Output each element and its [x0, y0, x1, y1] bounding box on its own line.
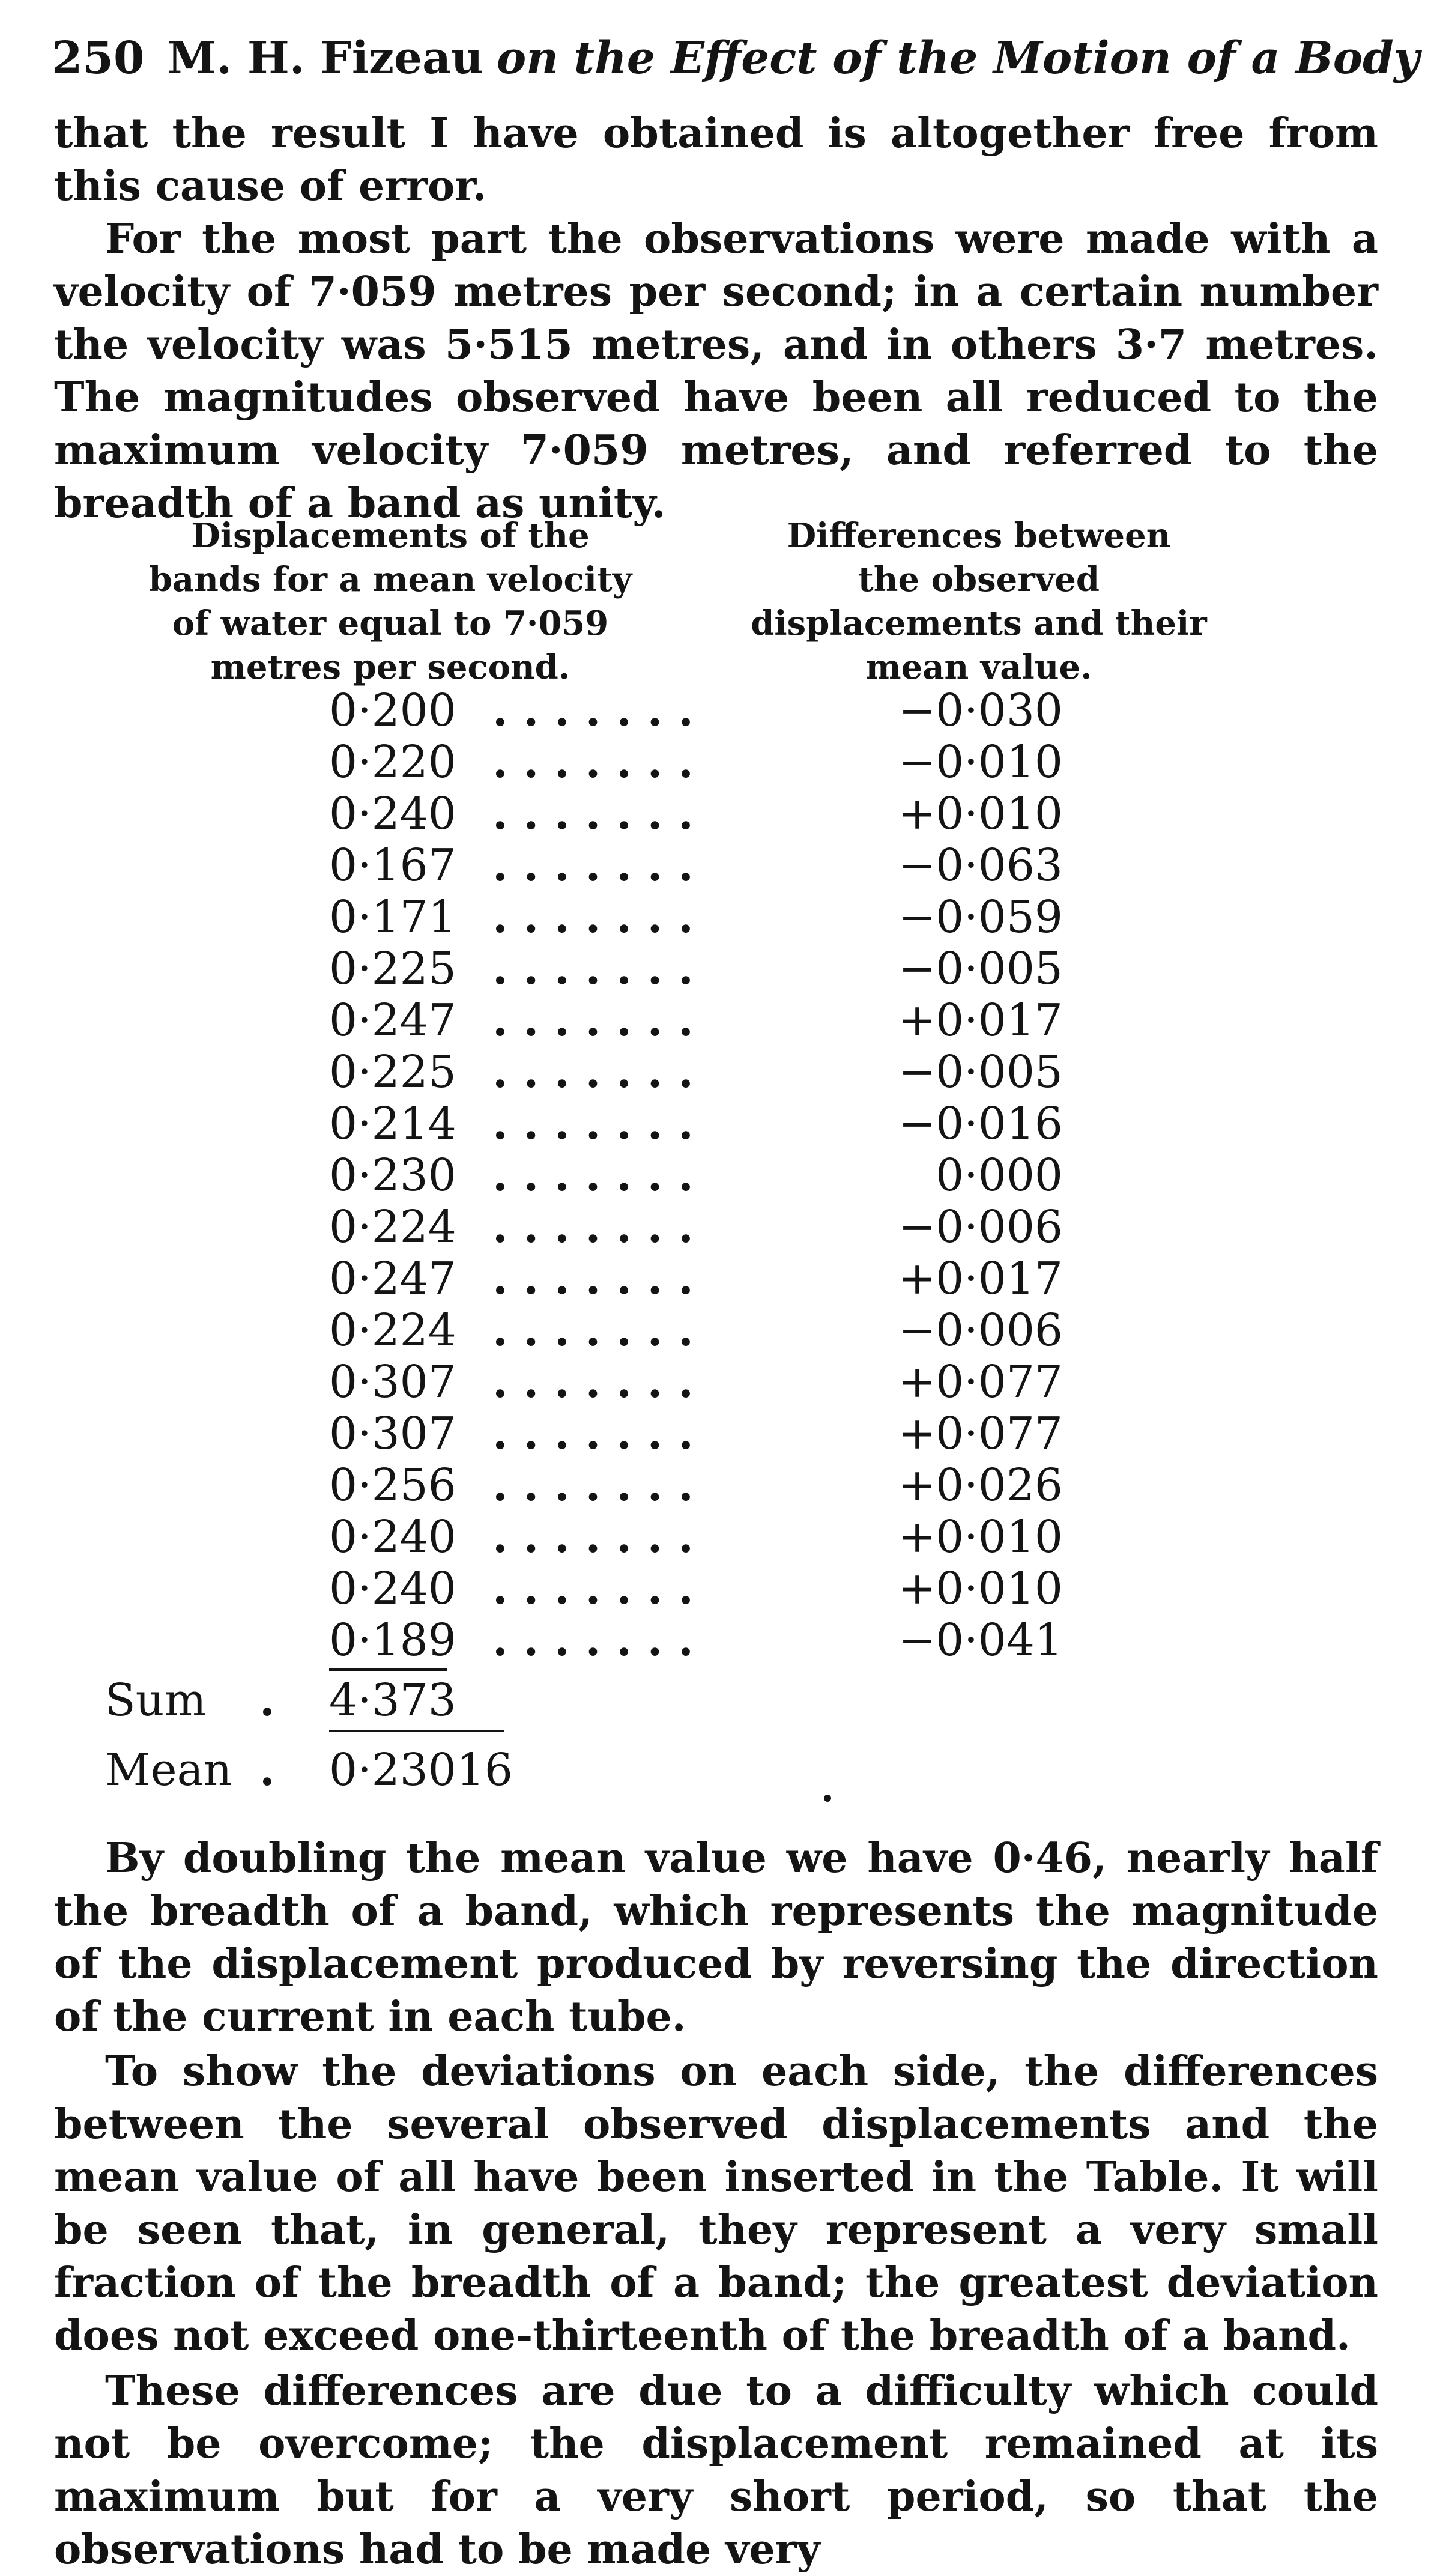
dot-leader: . . . . . . . [492, 1614, 694, 1666]
paragraph-differences: These differences are due to a difficulty which could not be overcome; the displacement remained at its maximum but for a very short period, so that the observations had to be made very [54, 2367, 1378, 2574]
displacement-value: 0·167 [329, 840, 456, 891]
difference-value: −0·005 [898, 943, 1063, 995]
difference-value: −0·059 [898, 891, 1063, 943]
difference-value: +0·077 [898, 1408, 1063, 1459]
dot-leader: . . . . . . . [492, 840, 694, 891]
dot-leader: . . . . . . . [492, 943, 694, 995]
table-row [0, 685, 1431, 736]
dot-leader: . . . . . . . [492, 1305, 694, 1356]
print-speck [824, 1795, 831, 1802]
sum-leader: . [259, 1674, 275, 1726]
table-header-displacements: Displacements of the bands for a mean velocity of water equal to 7·059 metres per second. [148, 516, 632, 687]
displacement-value: 0·224 [329, 1201, 456, 1253]
difference-value: +0·077 [898, 1356, 1063, 1408]
table-row [0, 1201, 1431, 1253]
sum-value: 4·373 [329, 1674, 456, 1726]
table-header-differences: Differences between the observed displacements and their mean value. [751, 516, 1207, 687]
table-row [0, 1356, 1431, 1408]
displacement-value: 0·240 [329, 788, 456, 840]
table-row [0, 1459, 1431, 1511]
sum-label: Sum [105, 1674, 207, 1726]
paragraph-deviations: To show the deviations on each side, the differences between the several observed displacements and the mean value of all have been inserted in the Table. It will be seen that, in general, they represent a very small fraction of the breadth of a band; the greatest deviation does not exceed one-thirteenth of the breadth of a band. [54, 2047, 1378, 2360]
table-row [0, 891, 1431, 943]
dot-leader: . . . . . . . [492, 1098, 694, 1150]
dot-leader: . . . . . . . [492, 995, 694, 1046]
displacement-table [0, 505, 1431, 1820]
difference-value: −0·041 [898, 1614, 1063, 1666]
difference-value: +0·010 [898, 788, 1063, 840]
running-head-title: on the Effect of the Motion of a Body [496, 32, 1420, 84]
difference-value: −0·005 [898, 1046, 1063, 1098]
table-row [0, 788, 1431, 840]
mean-row [0, 1743, 1431, 1797]
displacement-value: 0·240 [329, 1511, 456, 1563]
sum-rule [329, 1668, 447, 1671]
dot-leader: . . . . . . . [492, 736, 694, 788]
difference-value: −0·010 [898, 736, 1063, 788]
table-row [0, 995, 1431, 1046]
dot-leader: . . . . . . . [492, 1046, 694, 1098]
dot-leader: . . . . . . . [492, 1511, 694, 1563]
displacement-value: 0·214 [329, 1098, 456, 1150]
table-row [0, 1563, 1431, 1614]
running-head [52, 25, 1420, 91]
displacement-value: 0·224 [329, 1305, 456, 1356]
difference-value: −0·006 [898, 1201, 1063, 1253]
dot-leader: . . . . . . . [492, 685, 694, 736]
displacement-value: 0·247 [329, 1253, 456, 1305]
dot-leader: . . . . . . . [492, 1253, 694, 1305]
difference-value: −0·016 [898, 1098, 1063, 1150]
displacement-value: 0·240 [329, 1563, 456, 1614]
displacement-value: 0·225 [329, 1046, 456, 1098]
table-row [0, 1046, 1431, 1098]
dot-leader: . . . . . . . [492, 1201, 694, 1253]
paragraph-velocity: For the most part the observations were made with a velocity of 7·059 metres per second; in a certain number the velocity was 5·515 metres, and in others 3·7 metres. The magnitudes observed have been all reduced to the maximum velocity 7·059 metres, and referred to the breadth of a band as unity. [54, 215, 1378, 527]
displacement-value: 0·307 [329, 1356, 456, 1408]
mean-leader: . [259, 1744, 275, 1796]
mean-value: 0·23016 [329, 1744, 513, 1796]
dot-leader: . . . . . . . [492, 788, 694, 840]
table-row [0, 1253, 1431, 1305]
displacement-value: 0·189 [329, 1614, 456, 1666]
table-row [0, 840, 1431, 891]
table-row [0, 1150, 1431, 1201]
table-row [0, 943, 1431, 995]
displacement-value: 0·225 [329, 943, 456, 995]
difference-value: +0·017 [898, 1253, 1063, 1305]
table-row [0, 1305, 1431, 1356]
dot-leader: . . . . . . . [492, 891, 694, 943]
difference-value: +0·017 [898, 995, 1063, 1046]
mean-label: Mean [105, 1744, 232, 1796]
paragraph-continuation: that the result I have obtained is altogether free from this cause of error. [54, 109, 1378, 210]
dot-leader: . . . . . . . [492, 1459, 694, 1511]
paragraph-doubling: By doubling the mean value we have 0·46, nearly half the breadth of a band, which represents the magnitude of the displacement produced by reversing the direction of the current in each tube. [54, 1834, 1378, 2041]
dot-leader: . . . . . . . [492, 1150, 694, 1201]
displacement-value: 0·200 [329, 685, 456, 736]
displacement-value: 0·256 [329, 1459, 456, 1511]
difference-value: +0·010 [898, 1563, 1063, 1614]
difference-value: 0·000 [936, 1150, 1063, 1201]
table-row [0, 1614, 1431, 1666]
difference-value: +0·026 [898, 1459, 1063, 1511]
displacement-value: 0·220 [329, 736, 456, 788]
displacement-value: 0·307 [329, 1408, 456, 1459]
table-row [0, 1098, 1431, 1150]
displacement-value: 0·247 [329, 995, 456, 1046]
running-head-author: M. H. Fizeau [167, 32, 483, 84]
dot-leader: . . . . . . . [492, 1408, 694, 1459]
dot-leader: . . . . . . . [492, 1563, 694, 1614]
difference-value: −0·030 [898, 685, 1063, 736]
table-row [0, 1408, 1431, 1459]
difference-value: −0·063 [898, 840, 1063, 891]
displacement-value: 0·171 [329, 891, 456, 943]
displacement-value: 0·230 [329, 1150, 456, 1201]
dot-leader: . . . . . . . [492, 1356, 694, 1408]
table-row [0, 1511, 1431, 1563]
difference-value: −0·006 [898, 1305, 1063, 1356]
difference-value: +0·010 [898, 1511, 1063, 1563]
table-row [0, 736, 1431, 788]
sum-row [0, 1673, 1431, 1727]
page-number: 250 [52, 32, 145, 84]
mean-rule [329, 1730, 504, 1732]
